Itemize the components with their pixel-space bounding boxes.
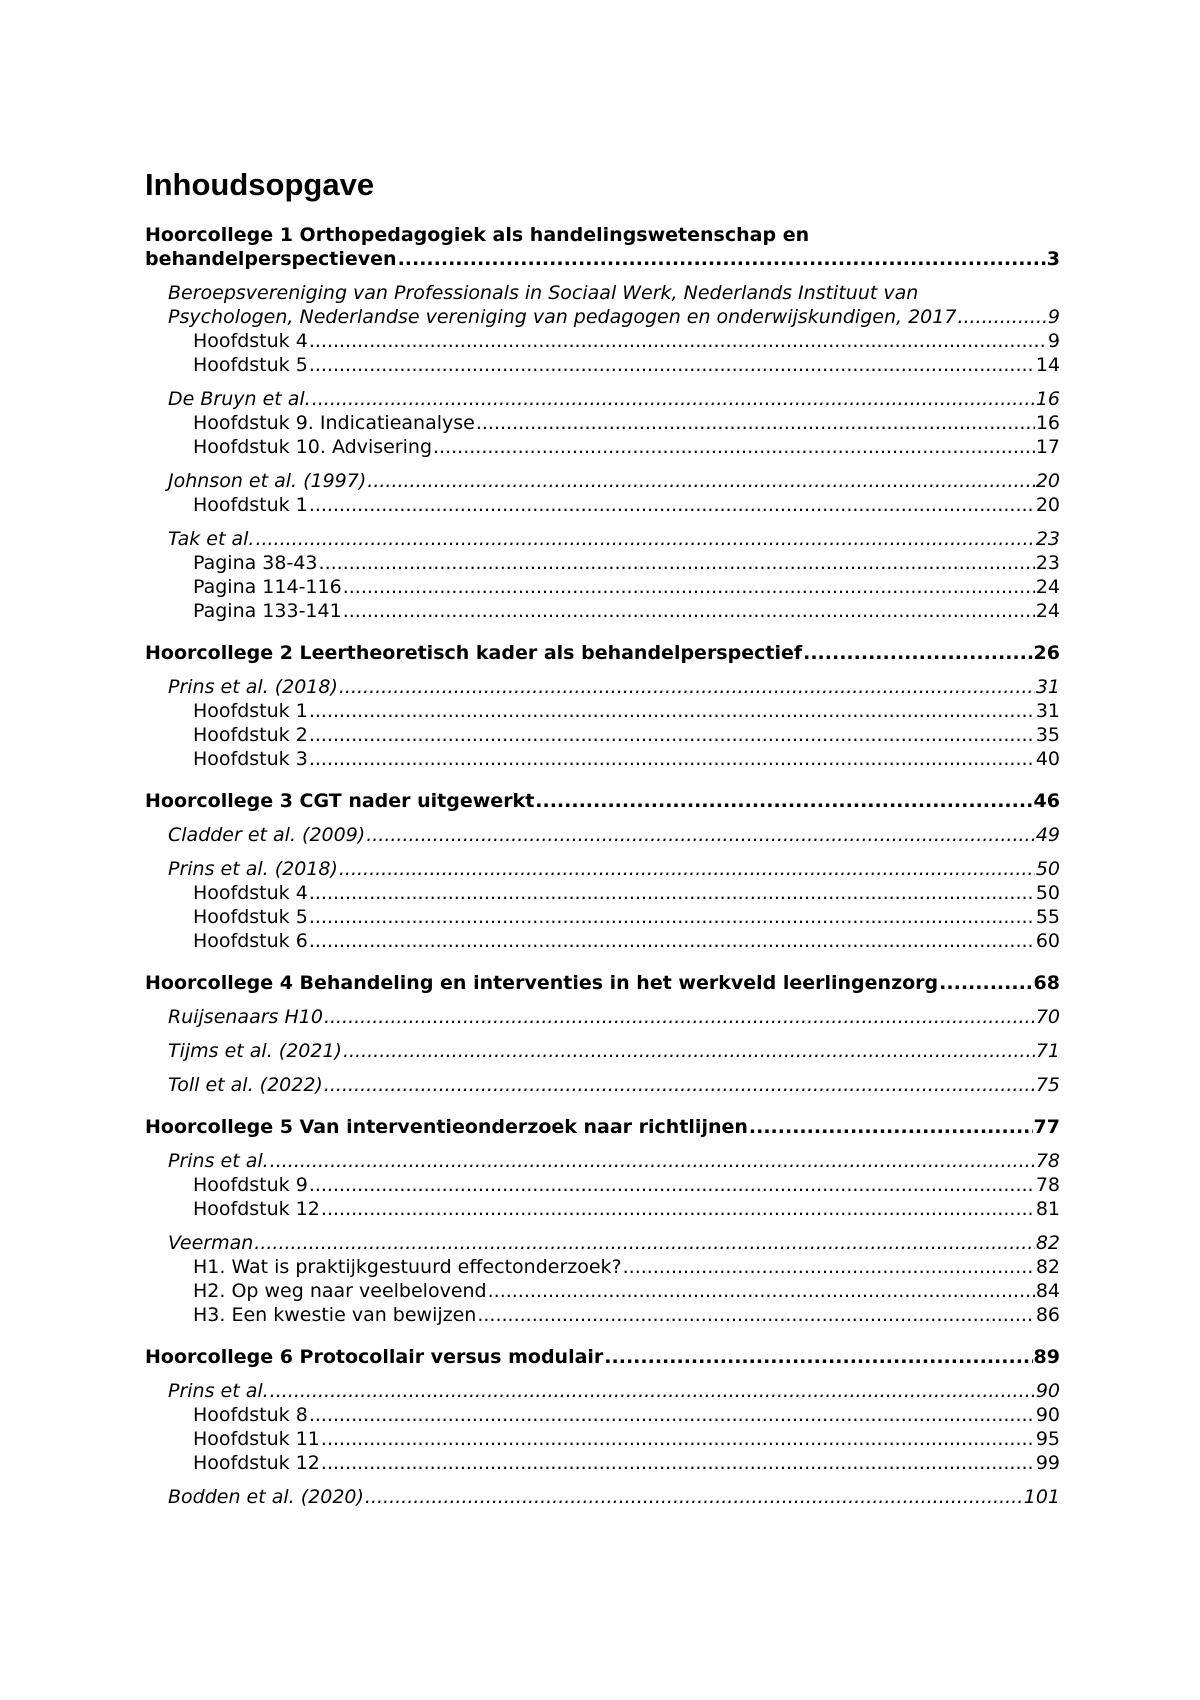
source-entry-label: Toll et al. (2022) [168, 1074, 323, 1096]
page-number: 46 [1033, 790, 1060, 812]
page-number: 49 [1035, 824, 1060, 846]
section-heading[interactable] [145, 789, 1060, 813]
source-entry[interactable] [145, 1005, 1060, 1029]
chapter-entry[interactable] [145, 747, 1060, 771]
page-number: 60 [1035, 930, 1060, 952]
page-number: 81 [1035, 1198, 1060, 1220]
section-heading-label: Hoorcollege 3 CGT nader uitgewerkt [145, 790, 535, 812]
chapter-entry-label: Hoofdstuk 5 [193, 906, 308, 928]
toc-title: Inhoudsopgave [145, 167, 375, 202]
chapter-entry-label: Pagina 133-141 [193, 600, 342, 622]
page-number: 24 [1035, 576, 1060, 598]
source-entry-line[interactable]: Beroepsvereniging van Professionals in Sociaal Werk, Nederlands Instituut van [168, 282, 919, 304]
chapter-entry[interactable] [145, 1255, 1060, 1279]
page-number: 95 [1035, 1428, 1060, 1450]
source-entry[interactable] [145, 1149, 1060, 1173]
chapter-entry-label: Hoofdstuk 1 [193, 700, 308, 722]
page-number: 82 [1035, 1256, 1060, 1278]
chapter-entry-label: Pagina 38-43 [193, 552, 318, 574]
chapter-entry-label: Hoofdstuk 9 [193, 1174, 308, 1196]
chapter-entry-label: Pagina 114-116 [193, 576, 342, 598]
page-number: 20 [1035, 494, 1060, 516]
dot-leader [309, 329, 1047, 353]
page-number: 26 [1033, 642, 1060, 664]
page-number: 99 [1035, 1452, 1060, 1474]
page-number: 68 [1033, 972, 1060, 994]
chapter-entry-label: H3. Een kwestie van bewijzen [193, 1304, 477, 1326]
dot-leader [309, 881, 1035, 905]
page-number: 84 [1035, 1280, 1060, 1302]
toc-section [145, 223, 1060, 623]
page-number: 35 [1035, 724, 1060, 746]
toc-section [145, 1115, 1060, 1327]
page-number: 82 [1035, 1232, 1060, 1254]
page-number: 71 [1035, 1040, 1060, 1062]
page-number: 31 [1035, 700, 1060, 722]
page-number: 23 [1035, 552, 1060, 574]
source-entry[interactable] [145, 675, 1060, 699]
chapter-entry-label: Hoofdstuk 3 [193, 748, 308, 770]
source-entry-label: Psychologen, Nederlandse vereniging van pedagogen en onderwijskundigen, 2017 [168, 306, 957, 328]
dot-leader [623, 1255, 1035, 1279]
source-entry[interactable] [145, 469, 1060, 493]
chapter-entry-label: H1. Wat is praktijkgestuurd effectonderzoek? [193, 1256, 622, 1278]
section-heading-label: Hoorcollege 5 Van interventieonderzoek naar richtlijnen [145, 1116, 748, 1138]
dot-leader [255, 527, 1034, 551]
source-entry[interactable] [145, 1039, 1060, 1063]
document-page [145, 165, 1060, 1509]
chapter-entry-label: Hoofdstuk 1 [193, 494, 308, 516]
dot-leader [366, 823, 1035, 847]
page-number: 31 [1035, 676, 1060, 698]
chapter-entry-label: Hoofdstuk 8 [193, 1404, 308, 1426]
chapter-entry[interactable] [145, 575, 1060, 599]
source-entry-label: Prins et al. (2018) [168, 858, 338, 880]
page-number: 55 [1035, 906, 1060, 928]
page-number: 101 [1023, 1486, 1060, 1508]
chapter-entry-label: Hoofdstuk 4 [193, 882, 308, 904]
section-heading-label: behandelperspectieven [145, 248, 397, 270]
dot-leader [343, 1039, 1035, 1063]
dot-leader [339, 675, 1035, 699]
source-entry[interactable] [145, 1073, 1060, 1097]
chapter-entry-label: Hoofdstuk 12 [193, 1198, 320, 1220]
page-number: 16 [1035, 412, 1060, 434]
chapter-entry-label: Hoofdstuk 12 [193, 1452, 320, 1474]
chapter-entry-label: Hoofdstuk 2 [193, 724, 308, 746]
source-entry[interactable] [145, 305, 1060, 329]
chapter-entry[interactable] [145, 411, 1060, 435]
dot-leader [939, 971, 1032, 995]
section-heading[interactable] [145, 1345, 1060, 1369]
chapter-entry[interactable] [145, 1197, 1060, 1221]
source-entry[interactable] [145, 1485, 1060, 1509]
chapter-entry-label: Hoofdstuk 10. Advisering [193, 436, 433, 458]
toc-section [145, 971, 1060, 1097]
source-entry-label: Prins et al. [168, 1380, 269, 1402]
dot-leader [270, 1379, 1035, 1403]
toc-section [145, 1345, 1060, 1509]
chapter-entry[interactable] [145, 1279, 1060, 1303]
chapter-entry[interactable] [145, 1173, 1060, 1197]
dot-leader [803, 641, 1032, 665]
dot-leader [367, 469, 1035, 493]
section-heading-line[interactable]: Hoorcollege 1 Orthopedagogiek als handelingswetenschap en [145, 224, 810, 246]
dot-leader [270, 1149, 1035, 1173]
page-number: 50 [1035, 882, 1060, 904]
page-number: 20 [1035, 470, 1060, 492]
chapter-entry-label: Hoofdstuk 5 [193, 354, 308, 376]
chapter-entry[interactable] [145, 1427, 1060, 1451]
dot-leader [365, 1485, 1023, 1509]
chapter-entry[interactable] [145, 353, 1060, 377]
chapter-entry[interactable] [145, 329, 1060, 353]
source-entry-label: Prins et al. [168, 1150, 269, 1172]
chapter-entry-label: Hoofdstuk 6 [193, 930, 308, 952]
page-number: 3 [1046, 248, 1060, 270]
chapter-entry[interactable] [145, 551, 1060, 575]
source-entry[interactable] [145, 823, 1060, 847]
dot-leader [309, 723, 1035, 747]
source-entry[interactable] [145, 857, 1060, 881]
chapter-entry[interactable] [145, 493, 1060, 517]
dot-leader [309, 493, 1035, 517]
dot-leader [343, 599, 1035, 623]
chapter-entry[interactable] [145, 699, 1060, 723]
dot-leader [309, 747, 1035, 771]
chapter-entry-label: Hoofdstuk 11 [193, 1428, 320, 1450]
chapter-entry[interactable] [145, 723, 1060, 747]
chapter-entry[interactable] [145, 881, 1060, 905]
dot-leader [309, 929, 1035, 953]
dot-leader [321, 1451, 1035, 1475]
chapter-entry-label: Hoofdstuk 4 [193, 330, 308, 352]
section-heading[interactable] [145, 247, 1060, 271]
source-entry-label: Johnson et al. (1997) [168, 470, 367, 492]
chapter-entry-label: Hoofdstuk 9. Indicatieanalyse [193, 412, 475, 434]
page-number: 75 [1035, 1074, 1060, 1096]
page-number: 78 [1035, 1150, 1060, 1172]
source-entry-label: Tak et al. [168, 528, 255, 550]
source-entry-label: Veerman [168, 1232, 254, 1254]
page-number: 23 [1035, 528, 1060, 550]
page-number: 89 [1033, 1346, 1060, 1368]
chapter-entry[interactable] [145, 929, 1060, 953]
page-number: 86 [1035, 1304, 1060, 1326]
dot-leader [324, 1073, 1035, 1097]
dot-leader [398, 247, 1046, 271]
page-number: 40 [1035, 748, 1060, 770]
section-heading-label: Hoorcollege 4 Behandeling en interventies in het werkveld leerlingenzorg [145, 972, 939, 994]
chapter-entry[interactable] [145, 905, 1060, 929]
dot-leader [309, 699, 1035, 723]
page-number: 9 [1047, 306, 1060, 328]
section-heading[interactable] [145, 641, 1060, 665]
dot-leader [321, 1427, 1035, 1451]
page-number: 70 [1035, 1006, 1060, 1028]
chapter-entry[interactable] [145, 1451, 1060, 1475]
source-entry-label: Prins et al. (2018) [168, 676, 338, 698]
source-entry-label: Ruijsenaars H10 [168, 1006, 323, 1028]
page-number: 9 [1047, 330, 1060, 352]
dot-leader [488, 1279, 1035, 1303]
page-number: 14 [1035, 354, 1060, 376]
dot-leader [309, 905, 1035, 929]
source-entry[interactable] [145, 1231, 1060, 1255]
dot-leader [476, 411, 1035, 435]
section-heading[interactable] [145, 1115, 1060, 1139]
page-number: 90 [1035, 1404, 1060, 1426]
dot-leader [535, 789, 1032, 813]
dot-leader [319, 551, 1035, 575]
page-number: 24 [1035, 600, 1060, 622]
dot-leader [312, 387, 1035, 411]
dot-leader [957, 305, 1046, 329]
dot-leader [604, 1345, 1032, 1369]
chapter-entry[interactable] [145, 435, 1060, 459]
chapter-entry[interactable] [145, 599, 1060, 623]
dot-leader [309, 1403, 1035, 1427]
dot-leader [254, 1231, 1035, 1255]
dot-leader [343, 575, 1035, 599]
dot-leader [309, 353, 1035, 377]
source-entry[interactable] [145, 1379, 1060, 1403]
source-entry[interactable] [145, 527, 1060, 551]
dot-leader [339, 857, 1035, 881]
table-of-contents [145, 223, 1060, 1509]
section-heading-label: Hoorcollege 2 Leertheoretisch kader als behandelperspectief [145, 642, 803, 664]
dot-leader [309, 1173, 1035, 1197]
page-number: 50 [1035, 858, 1060, 880]
source-entry-label: Bodden et al. (2020) [168, 1486, 364, 1508]
dot-leader [433, 435, 1035, 459]
page-number: 78 [1035, 1174, 1060, 1196]
chapter-entry[interactable] [145, 1303, 1060, 1327]
source-entry-label: De Bruyn et al. [168, 388, 311, 410]
section-heading[interactable] [145, 971, 1060, 995]
page-number: 17 [1035, 436, 1060, 458]
section-heading-label: Hoorcollege 6 Protocollair versus modulair [145, 1346, 604, 1368]
source-entry-label: Cladder et al. (2009) [168, 824, 366, 846]
dot-leader [321, 1197, 1035, 1221]
page-number: 16 [1035, 388, 1060, 410]
page-number: 90 [1035, 1380, 1060, 1402]
dot-leader [749, 1115, 1033, 1139]
source-entry[interactable] [145, 387, 1060, 411]
source-entry-label: Tijms et al. (2021) [168, 1040, 342, 1062]
toc-section [145, 641, 1060, 771]
page-number: 77 [1033, 1116, 1060, 1138]
chapter-entry[interactable] [145, 1403, 1060, 1427]
chapter-entry-label: H2. Op weg naar veelbelovend [193, 1280, 487, 1302]
dot-leader [477, 1303, 1034, 1327]
dot-leader [324, 1005, 1035, 1029]
toc-section [145, 789, 1060, 953]
